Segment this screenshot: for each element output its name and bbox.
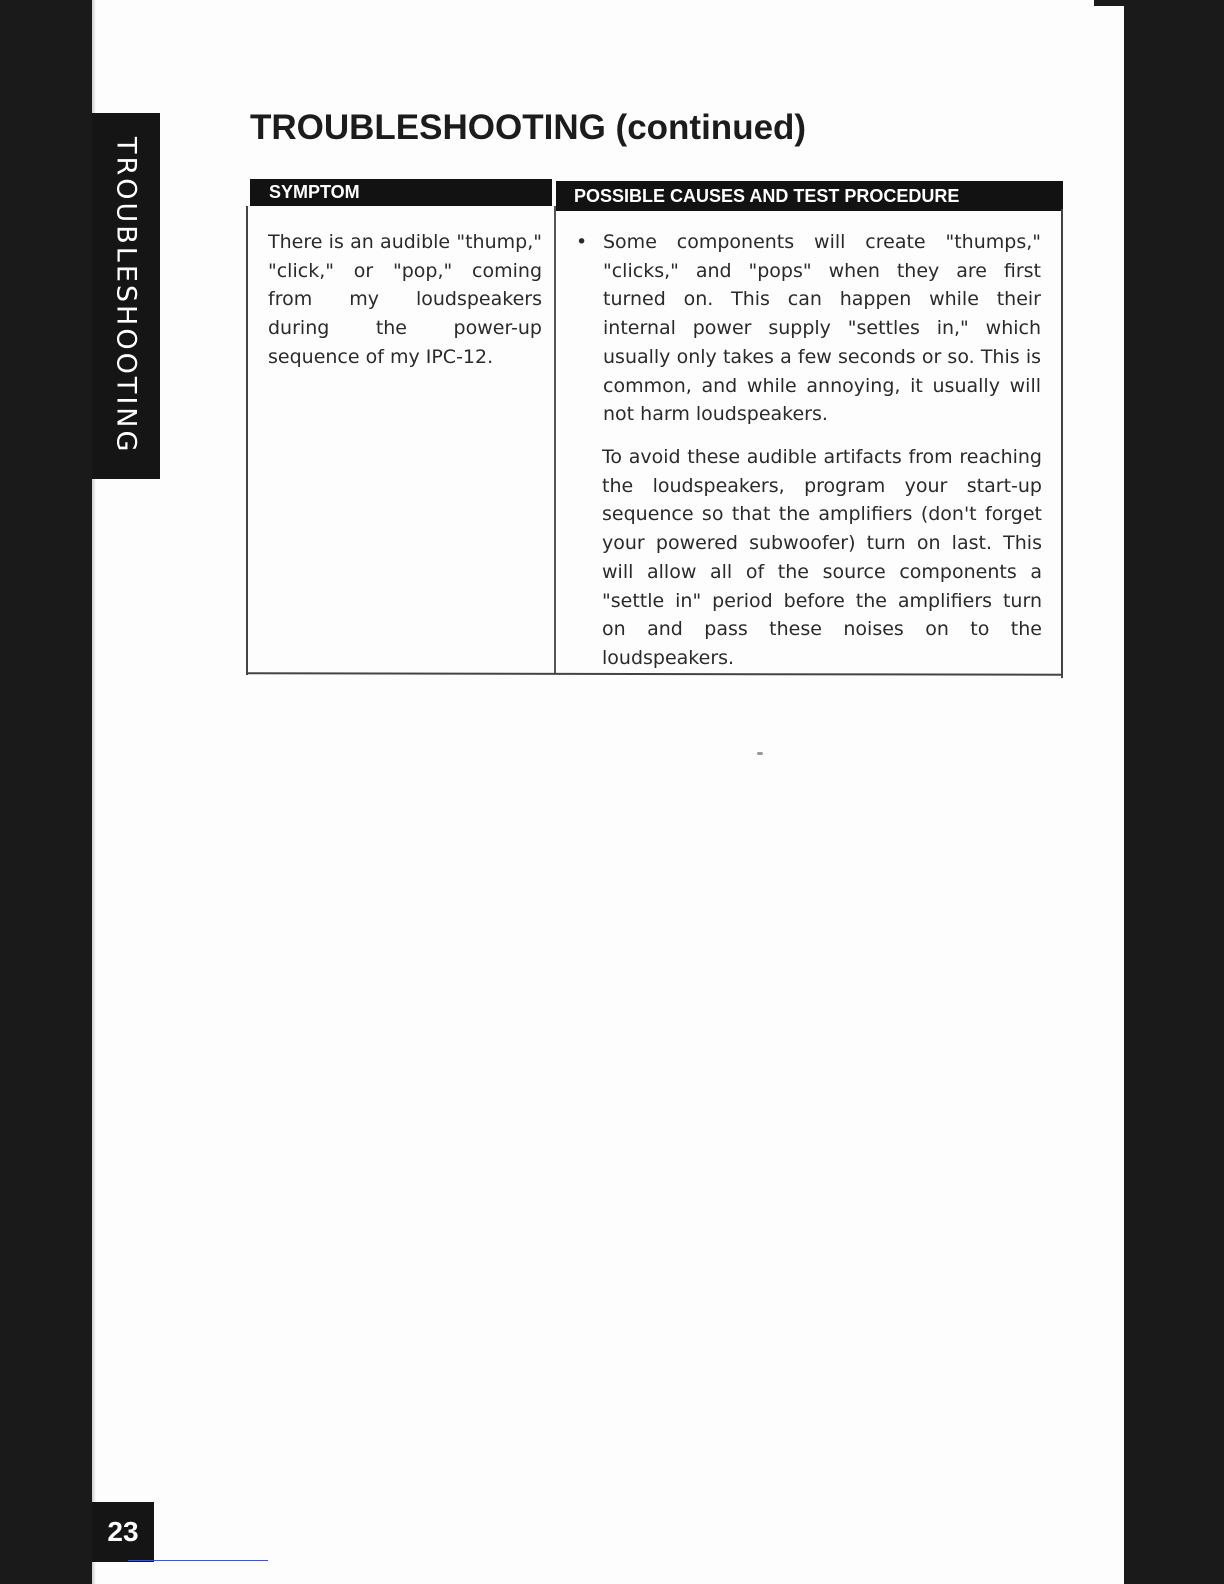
table-border-left [246,206,248,675]
page-number: 23 [92,1502,154,1562]
header-symptom: SYMPTOM [250,179,552,206]
header-causes: POSSIBLE CAUSES AND TEST PROCEDURE [556,181,1063,211]
table-border-right [1061,209,1063,678]
table-column-divider [554,206,556,674]
cause-paragraph-2: To avoid these audible artifacts from reaching the loudspeakers, program your start-up sequence so that the amplifiers (don't forget your powered subwoofer) turn on last. This will allow all of the source components a "settle in" period before the amplifiers turn on and pass these noises on to the loudspeakers. [602,446,1042,669]
scan-border-right [1124,0,1224,1584]
troubleshooting-table [246,179,1063,678]
section-side-tab [92,113,160,479]
bullet-marker: • [576,231,588,253]
scan-corner-mark [1094,0,1124,6]
section-side-tab-label: TROUBLESHOOTING [110,137,142,455]
table-border-bottom [246,672,1063,675]
bottom-rule [128,1560,268,1561]
scan-speck [757,752,763,755]
cause-paragraph-1: Some components will create "thumps," "clicks," and "pops" when they are first turned on. This can happen while their internal power supply "settles in," which usually only takes a few seconds or so. This is common, and while annoying, it usually will not harm loudspeakers. [603,231,1041,426]
symptom-cell: There is an audible "thump," "click," or "pop," coming from my loudspeakers during the power-up sequence of my IPC-12. [268,231,542,368]
scan-border-left [0,0,92,1584]
page-title: TROUBLESHOOTING (continued) [250,108,807,147]
